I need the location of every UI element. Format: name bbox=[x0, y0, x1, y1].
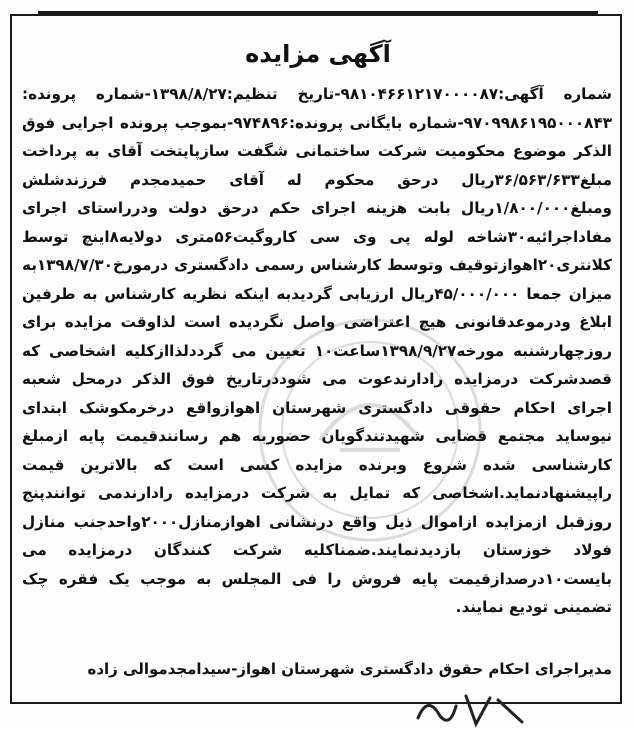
notice-body bbox=[22, 80, 612, 622]
notice-signature: مدیراجرای احکام حقوق دادگستری شهرستان اهواز-سیدامجدموالی زاده bbox=[87, 660, 612, 678]
notice-title: آگهی مزایده bbox=[245, 40, 391, 68]
top-border-rule bbox=[38, 0, 598, 14]
handwritten-number-icon bbox=[410, 688, 530, 730]
notice-body-text: شماره آگهی:۹۸۱۰۴۶۶۱۲۱۷۰۰۰۰۸۷-تاریخ تنظیم:۱۳۹۸/۸/۲۷-شماره پرونده: ۹۷۰۹۹۸۶۱۹۵۰۰۰۸۴۳-شماره بایگانی پرونده:۹۷۴۸۹۶-بموجب پرونده اجرایی فوق الذکر موضوع محکومیت شرکت ساختمانی شگفت سازپایتخت آقای به پرداخت مبلغ۳۶/۵۶۳/۶۳۳ریال درحق محکوم له آقای حمیدمجدم فرزندشلش ومبلغ۱/۸۰۰/۰۰۰ریال بابت هزینه اجرای حکم درحق دولت ودرراستای اجرای مفاداجرائیه۳۰شاخه لوله پی وی سی کاروگیت۵۶متری دولایه۸اینچ توسط کلانتری۲۰اهوازتوقیف وتوسط کارشناس رسمی دادگستری درمورخ۱۳۹۸/۷/۳۰به میزان جمعا ۴۵/۰۰۰/۰۰۰ریال ارزیابی گردیدبه اینکه نظریه کارشناس به طرفین ابلاغ ودرموعدقانونی هیچ اعتراضی واصل نگردیده است لذاوقت مزایده برای روزچهارشنبه مورخه۱۳۹۸/۹/۲۷ساعت۱۰ تعیین می گرددلذاازکلیه اشخاصی که قصدشرکت درمزایده رادارندعوت می شوددرتاریخ فوق الذکر درمحل شعبه اجرای احکام حقوقی دادگستری شهرستان اهوازواقع درخرمکوشک ابتدای نیوساید مجتمع قضایی شهیدتندگویان حضوربه هم رسانندقیمت پایه ازمبلغ کارشناسی شده شروع وبرنده مزایده کسی است که بالاترین قیمت راپیشنهادنماید.اشخاصی که تمایل به شرکت درمزایده رادارندمی توانندپنج روزقبل ازمزایده ازاموال ذیل واقع درنشانی اهوازمنازل۲۰۰۰واحدجنب منازل فولاد خوزستان بازدیدنمایند.ضمناکلیه شرکت کنندگان درمزایده می بایست۱۰درصدازقیمت پایه فروش را فی المجلس به موجب یک فقره چک تضمینی تودیع نمایند. bbox=[22, 85, 612, 616]
